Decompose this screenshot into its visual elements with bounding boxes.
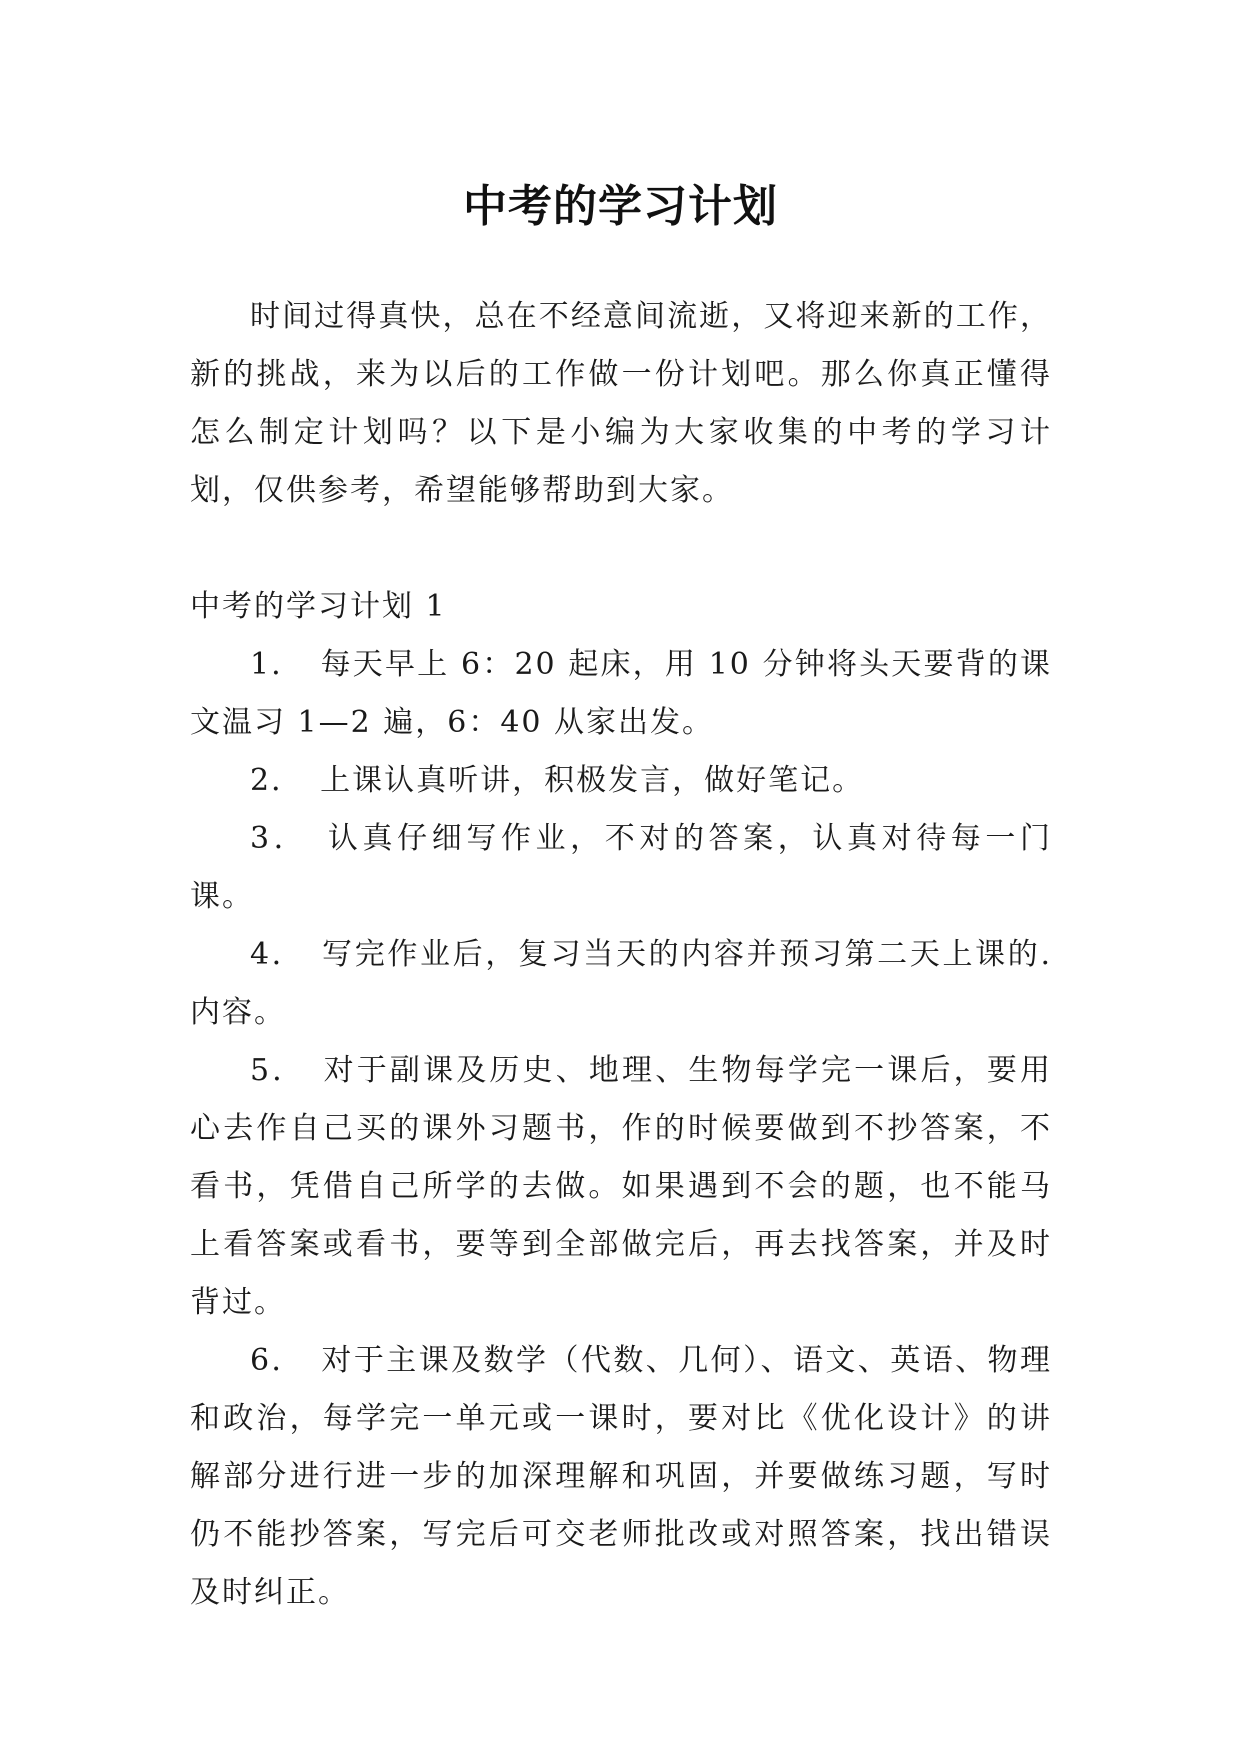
document-title: 中考的学习计划	[463, 181, 778, 233]
plan-item-6: 6． 对于主课及数学（代数、几何）、语文、英语、物理和政治，每学完一单元或一课时，要对比《优化设计》的讲解部分进行进一步的加深理解和巩固，并要做练习题，写时仍不能抄答案，写完后可交老师批改或对照答案，找出错误及时纠正。	[190, 1343, 1052, 1610]
plan-item-1: 1． 每天早上 6：20 起床，用 10 分钟将头天要背的课文温习 1—2 遍，6：40 从家出发。	[190, 647, 1052, 740]
paragraph-spacer	[190, 520, 1052, 578]
plan-item-4: 4． 写完作业后，复习当天的内容并预习第二天上课的.内容。	[190, 937, 1052, 1030]
section-heading: 中考的学习计划 1	[190, 589, 447, 624]
intro-paragraph: 时间过得真快，总在不经意间流逝，又将迎来新的工作，新的挑战，来为以后的工作做一份计划吧。那么你真正懂得怎么制定计划吗？以下是小编为大家收集的中考的学习计划，仅供参考，希望能够帮助到大家。	[190, 299, 1052, 508]
plan-item-3: 3． 认真仔细写作业，不对的答案，认真对待每一门课。	[190, 821, 1052, 914]
plan-item-2: 2． 上课认真听讲，积极发言，做好笔记。	[250, 763, 865, 798]
document-body	[190, 288, 1052, 1622]
plan-item-5: 5． 对于副课及历史、地理、生物每学完一课后，要用心去作自己买的课外习题书，作的时候要做到不抄答案，不看书，凭借自己所学的去做。如果遇到不会的题，也不能马上看答案或看书，要等到全部做完后，再去找答案，并及时背过。	[190, 1053, 1052, 1320]
